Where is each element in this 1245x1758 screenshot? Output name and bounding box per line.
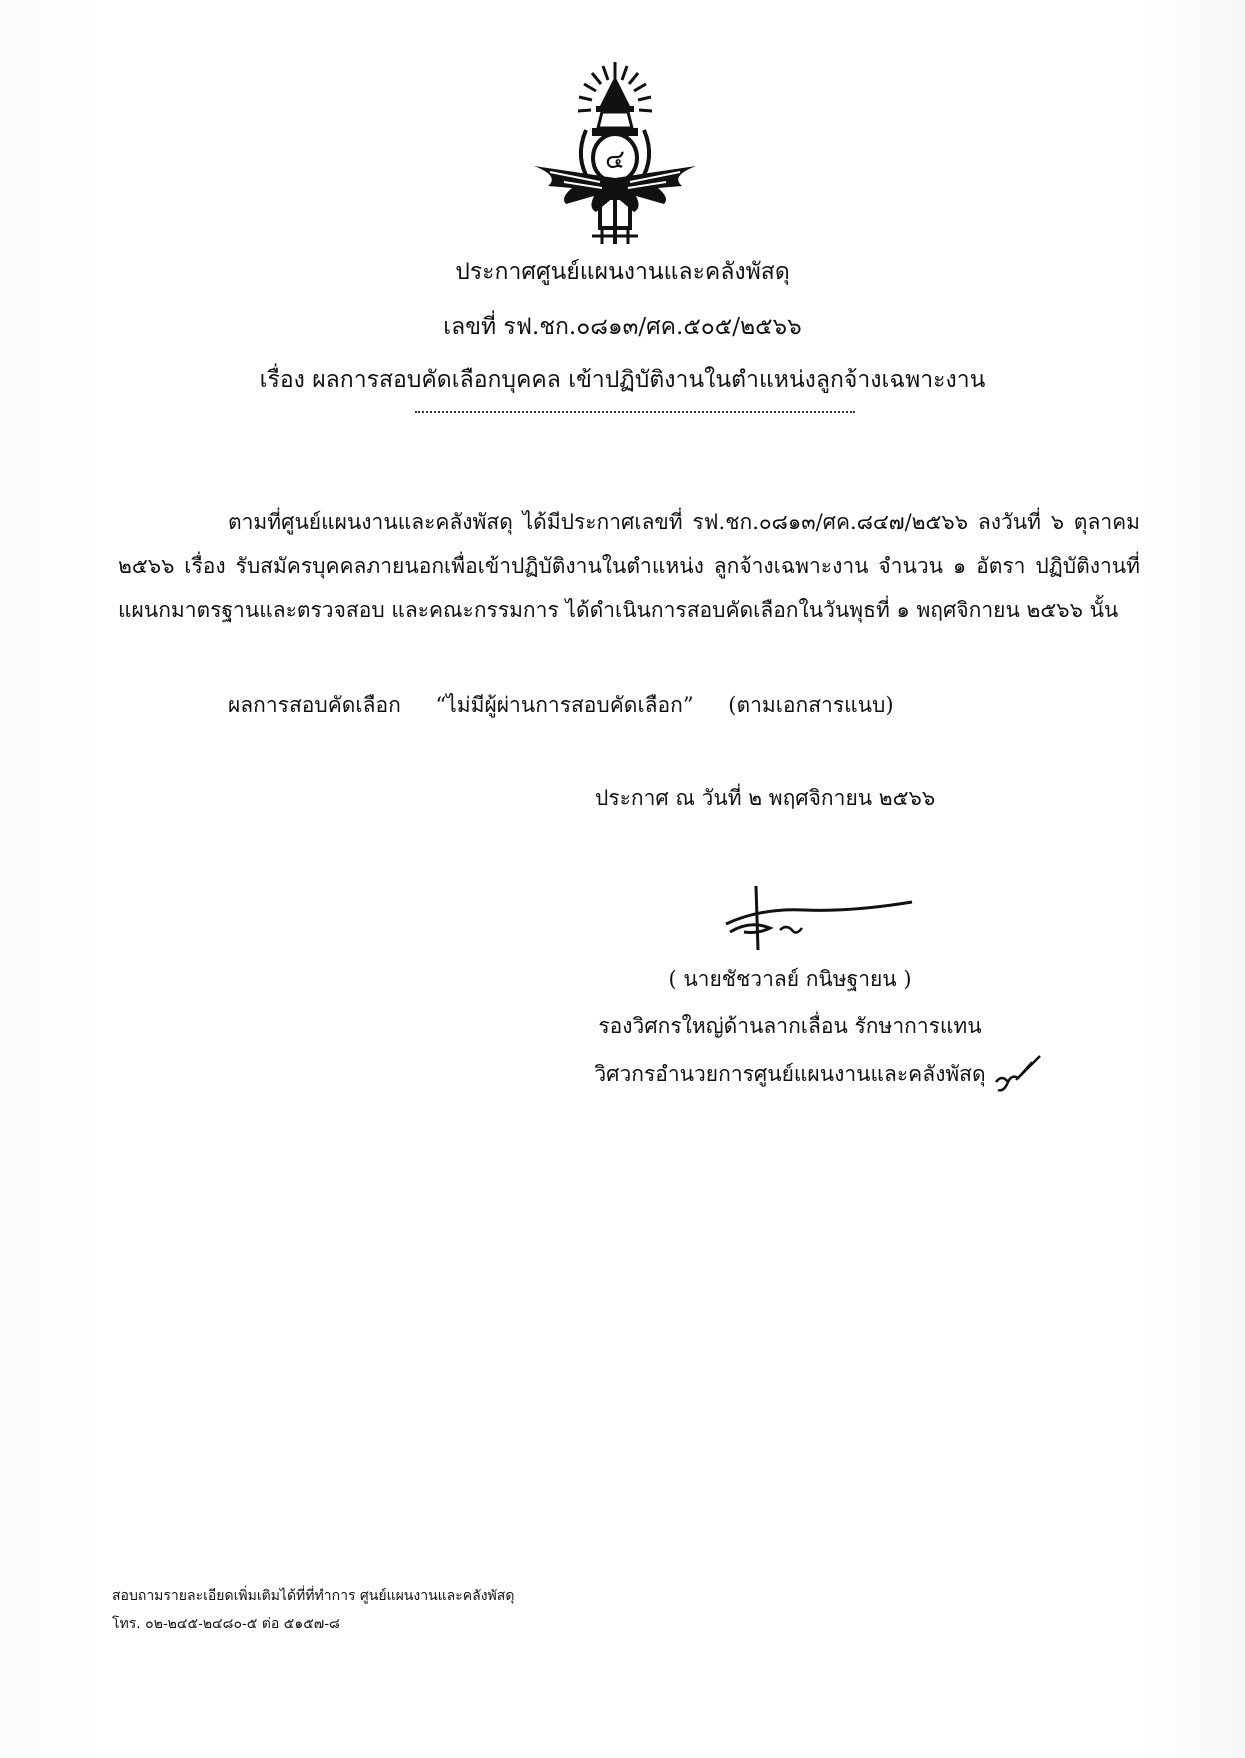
result-label: ผลการสอบคัดเลือก	[228, 693, 401, 717]
body-paragraph	[118, 500, 1140, 632]
announce-date: ประกาศ ณ วันที่ ๒ พฤศจิกายน ๒๕๖๖	[595, 786, 936, 810]
result-value: “ไม่มีผู้ผ่านการสอบคัดเลือก”	[435, 693, 694, 717]
signer-name: ( นายชัชวาลย์ กนิษฐายน )	[668, 967, 912, 991]
footer-contact: สอบถามรายละเอียดเพิ่มเติมได้ที่ที่ทำการ ศูนย์แผนงานและคลังพัสดุ	[112, 1588, 515, 1604]
announcement-title: ประกาศศูนย์แผนงานและคลังพัสดุ	[455, 259, 790, 285]
footer-phone: โทร. ๐๒-๒๔๕-๒๔๘๐-๕ ต่อ ๕๑๕๗-๘	[112, 1616, 340, 1632]
announcement-number: เลขที่ รฟ.ชก.๐๘๑๓/ศค.๕๐๕/๒๕๖๖	[443, 314, 802, 340]
signer-position: วิศวกรอำนวยการศูนย์แผนงานและคลังพัสดุ	[594, 1062, 986, 1086]
state-railway-emblem-icon	[530, 58, 700, 248]
signer-position: รองวิศกรใหญ่ด้านลากเลื่อน รักษาการแทน	[598, 1014, 982, 1038]
body-line: ๒๕๖๖ เรื่อง รับสมัครบุคคลภายนอกเพื่อเข้าปฏิบัติงานในตำแหน่ง ลูกจ้างเฉพาะงาน จำนวน ๑ อัตรา ปฏิบัติงานที่	[118, 554, 1140, 578]
handwritten-signature	[720, 880, 920, 960]
svg-text:๔: ๔	[605, 145, 625, 175]
body-line: ตามที่ศูนย์แผนงานและคลังพัสดุ ได้มีประกาศเลขที่ รฟ.ชก.๐๘๑๓/ศค.๘๔๗/๒๕๖๖ ลงวันที่ ๖ ตุลาคม	[228, 510, 1140, 534]
body-line: แผนกมาตรฐานและตรวจสอบ และคณะกรรมการ ได้ดำเนินการสอบคัดเลือกในวันพุธที่ ๑ พฤศจิกายน ๒๕๖๖ นั้น	[118, 598, 1119, 622]
exam-result	[228, 689, 922, 722]
announcement-subject: เรื่อง ผลการสอบคัดเลือกบุคคล เข้าปฏิบัติงานในตำแหน่งลูกจ้างเฉพาะงาน	[259, 367, 986, 393]
result-note: (ตามเอกสารแนบ)	[728, 693, 894, 717]
handwritten-initials	[992, 1052, 1042, 1096]
dotted-divider	[415, 411, 855, 413]
